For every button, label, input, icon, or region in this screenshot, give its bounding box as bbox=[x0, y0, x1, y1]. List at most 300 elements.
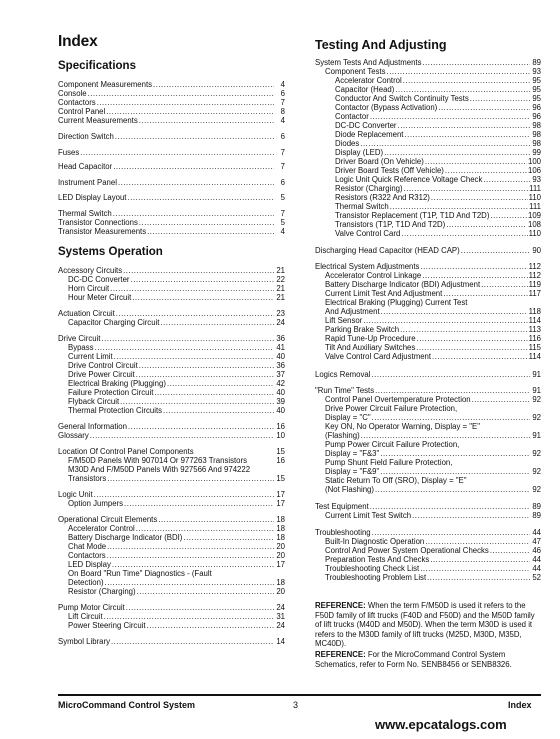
entry-label: Instrument Panel bbox=[58, 178, 117, 187]
index-entry bbox=[315, 334, 541, 343]
dot-leader bbox=[416, 343, 527, 352]
entry-page-number: 111 bbox=[529, 184, 541, 193]
entry-label: DC-DC Converter bbox=[68, 275, 130, 284]
entry-label: Contactor (Bypass Activation) bbox=[335, 103, 438, 112]
entry-label: Valve Control Card bbox=[335, 229, 401, 238]
index-entry bbox=[315, 413, 541, 422]
index-entry bbox=[315, 184, 541, 193]
entry-page-number: 41 bbox=[276, 343, 285, 352]
entry-page-number: 111 bbox=[529, 202, 541, 211]
index-entry bbox=[58, 490, 285, 499]
entry-label: Current Limit Test Switch bbox=[325, 511, 412, 520]
entry-page-number: 10 bbox=[276, 431, 285, 440]
entry-label: Electrical Braking (Plugging) Current Test bbox=[325, 298, 468, 307]
entry-page-number: 24 bbox=[276, 318, 285, 327]
entry-label: Diodes bbox=[335, 139, 360, 148]
entry-page-number: 91 bbox=[532, 386, 541, 395]
reference-text: For the MicroCommand Control System Schematics, refer to Form No. SENB8456 or SENB8326. bbox=[315, 650, 512, 669]
index-entry bbox=[58, 284, 285, 293]
entry-label: Control And Power System Operational Checks bbox=[325, 546, 489, 555]
dot-leader bbox=[431, 193, 528, 202]
entry-page-number bbox=[275, 465, 285, 474]
index-entry bbox=[315, 76, 541, 85]
index-entry bbox=[58, 107, 285, 116]
entry-page-number: 119 bbox=[528, 280, 541, 289]
entry-label: Display = "C" bbox=[325, 413, 371, 422]
index-entry bbox=[315, 166, 541, 175]
index-entry bbox=[58, 361, 285, 370]
entry-page-number: 92 bbox=[532, 485, 541, 494]
entry-page-number: 4 bbox=[280, 80, 285, 89]
entry-page-number: 93 bbox=[532, 175, 541, 184]
entry-label: Logic Unit bbox=[58, 490, 93, 499]
watermark-text: www.epcatalogs.com bbox=[375, 717, 507, 732]
index-entry bbox=[58, 193, 285, 202]
entry-label: Chat Mode bbox=[68, 542, 107, 551]
index-entry bbox=[315, 307, 541, 316]
entry-page-number: 42 bbox=[276, 379, 285, 388]
index-entry bbox=[315, 229, 541, 238]
index-entry bbox=[58, 542, 285, 551]
index-entry bbox=[315, 112, 541, 121]
index-entry bbox=[58, 551, 285, 560]
entry-label: Current Limit bbox=[68, 352, 113, 361]
entry-label: Accelerator Control Linkage bbox=[325, 271, 422, 280]
index-entry bbox=[58, 218, 285, 227]
dot-leader bbox=[80, 148, 274, 157]
entry-label: Thermal Switch bbox=[335, 202, 389, 211]
entry-page-number: 23 bbox=[276, 309, 285, 318]
dot-leader bbox=[213, 569, 274, 578]
entry-page-number: 18 bbox=[276, 578, 285, 587]
dot-leader bbox=[118, 178, 274, 187]
entry-page-number: 46 bbox=[532, 546, 541, 555]
dot-leader bbox=[468, 476, 530, 485]
dot-leader bbox=[101, 334, 274, 343]
index-entry bbox=[58, 578, 285, 587]
entry-page-number: 113 bbox=[528, 325, 541, 334]
entry-label: Thermal Protection Circuits bbox=[68, 406, 163, 415]
entry-label: Fuses bbox=[58, 148, 80, 157]
entry-page-number: 7 bbox=[280, 98, 285, 107]
index-entry bbox=[315, 130, 541, 139]
page-title: Index bbox=[58, 33, 98, 50]
reference-label: REFERENCE: bbox=[315, 601, 366, 610]
entry-page-number: 6 bbox=[280, 132, 285, 141]
dot-leader bbox=[470, 94, 530, 103]
entry-label: Thermal Switch bbox=[58, 209, 112, 218]
entry-page-number: 110 bbox=[528, 193, 541, 202]
dot-leader bbox=[446, 220, 527, 229]
footer-divider bbox=[58, 694, 541, 696]
dot-leader bbox=[401, 229, 527, 238]
testing-adjusting-heading: Testing And Adjusting bbox=[315, 38, 447, 52]
entry-page-number: 95 bbox=[532, 94, 541, 103]
entry-label: Transistors (T1P, T1D And T2D) bbox=[335, 220, 446, 229]
entry-page-number bbox=[531, 422, 541, 431]
entry-label: Troubleshooting bbox=[315, 528, 371, 537]
dot-leader bbox=[131, 275, 274, 284]
dot-leader bbox=[94, 490, 274, 499]
dot-leader bbox=[432, 352, 528, 361]
index-entry bbox=[315, 148, 541, 157]
entry-page-number: 14 bbox=[276, 637, 285, 646]
dot-leader bbox=[110, 284, 274, 293]
dot-leader bbox=[139, 218, 274, 227]
entry-label: Drive Power Circuit bbox=[68, 370, 135, 379]
entry-label: Built-In Diagnostic Operation bbox=[325, 537, 425, 546]
entry-label: Discharging Head Capacitor (HEAD CAP) bbox=[315, 246, 460, 255]
entry-label: Drive Control Circuit bbox=[68, 361, 138, 370]
dot-leader bbox=[417, 334, 528, 343]
entry-label: Drive Circuit bbox=[58, 334, 101, 343]
entry-label: And Adjustment bbox=[325, 307, 380, 316]
index-entry bbox=[315, 502, 541, 511]
reference-text: When the term F/M50D is used it refers to the F50D family of lift trucks (F40D and F50D) and the M50D family of lift trucks (M40D and M50D). When the term M30D is used it refers to the M30D family of lift trucks (M25D, M30D, M35D, MC40D). bbox=[315, 601, 535, 648]
dot-leader bbox=[422, 271, 527, 280]
dot-leader bbox=[112, 560, 274, 569]
entry-page-number: 52 bbox=[532, 573, 541, 582]
entry-label: Option Jumpers bbox=[68, 499, 124, 508]
entry-label: Battery Discharge Indicator (BDI) Adjustment bbox=[325, 280, 481, 289]
entry-page-number: 31 bbox=[276, 612, 285, 621]
dot-leader bbox=[438, 103, 530, 112]
dot-leader bbox=[490, 211, 527, 220]
index-entry bbox=[58, 343, 285, 352]
dot-leader bbox=[116, 309, 274, 318]
index-entry bbox=[315, 352, 541, 361]
entry-page-number: 5 bbox=[280, 218, 285, 227]
dot-leader bbox=[90, 431, 274, 440]
index-entry bbox=[315, 404, 541, 413]
dot-leader bbox=[104, 612, 274, 621]
entry-page-number: 8 bbox=[280, 107, 285, 116]
entry-page-number: 40 bbox=[276, 388, 285, 397]
index-entry bbox=[58, 587, 285, 596]
dot-leader bbox=[105, 578, 274, 587]
dot-leader bbox=[128, 422, 274, 431]
index-entry bbox=[58, 422, 285, 431]
dot-leader bbox=[120, 397, 274, 406]
dot-leader bbox=[111, 637, 274, 646]
dot-leader bbox=[420, 564, 530, 573]
index-entry bbox=[315, 546, 541, 555]
index-entry bbox=[315, 289, 541, 298]
dot-leader bbox=[400, 325, 527, 334]
entry-page-number: 40 bbox=[276, 352, 285, 361]
index-entry bbox=[315, 431, 541, 440]
entry-label: Display (LED) bbox=[335, 148, 384, 157]
index-entry bbox=[58, 148, 285, 157]
entry-page-number: 17 bbox=[276, 560, 285, 569]
entry-label: (Flashing) bbox=[325, 431, 360, 440]
entry-label: Glossary bbox=[58, 431, 89, 440]
entry-page-number: 21 bbox=[276, 293, 285, 302]
dot-leader bbox=[97, 98, 274, 107]
dot-leader bbox=[160, 318, 274, 327]
dot-leader bbox=[113, 209, 274, 218]
index-entry bbox=[58, 98, 285, 107]
dot-leader bbox=[147, 621, 274, 630]
dot-leader bbox=[370, 502, 530, 511]
entry-page-number: 93 bbox=[532, 67, 541, 76]
dot-leader bbox=[139, 116, 274, 125]
index-entry bbox=[315, 458, 541, 467]
entry-label: M30D And F/M50D Panels With 927566 And 974222 bbox=[68, 465, 251, 474]
entry-label: Direction Switch bbox=[58, 132, 114, 141]
entry-label: LED Display Layout bbox=[58, 193, 127, 202]
entry-label: Accessory Circuits bbox=[58, 266, 123, 275]
entry-label: Test Equipment bbox=[315, 502, 369, 511]
entry-label: Transistor Measurements bbox=[58, 227, 147, 236]
entry-label: Rapid Tune-Up Procedure bbox=[325, 334, 416, 343]
index-entry bbox=[315, 564, 541, 573]
entry-page-number: 99 bbox=[532, 148, 541, 157]
entry-label: Console bbox=[58, 89, 87, 98]
index-entry bbox=[58, 474, 285, 483]
entry-label: Troubleshooting Check List bbox=[325, 564, 420, 573]
entry-page-number: 106 bbox=[527, 166, 541, 175]
dot-leader bbox=[139, 361, 274, 370]
dot-leader bbox=[127, 193, 274, 202]
dot-leader bbox=[380, 467, 530, 476]
index-entry bbox=[58, 209, 285, 218]
dot-leader bbox=[458, 404, 530, 413]
reference-label: REFERENCE: bbox=[315, 650, 366, 659]
index-entry bbox=[315, 485, 541, 494]
entry-label: Actuation Circuit bbox=[58, 309, 115, 318]
entry-page-number bbox=[531, 458, 541, 467]
index-entry bbox=[58, 524, 285, 533]
footer-title: MicroCommand Control System bbox=[58, 700, 196, 710]
entry-label: (Not Flashing) bbox=[325, 485, 374, 494]
dot-leader bbox=[427, 573, 530, 582]
index-entry bbox=[58, 397, 285, 406]
entry-page-number: 95 bbox=[532, 76, 541, 85]
index-entry bbox=[315, 555, 541, 564]
index-entry bbox=[315, 211, 541, 220]
index-entry bbox=[58, 621, 285, 630]
dot-leader bbox=[95, 343, 274, 352]
dot-leader bbox=[461, 246, 530, 255]
index-entry bbox=[315, 476, 541, 485]
dot-leader bbox=[445, 166, 527, 175]
dot-leader bbox=[88, 89, 274, 98]
entry-label: Capacitor (Head) bbox=[335, 85, 395, 94]
index-entry bbox=[58, 116, 285, 125]
index-entry bbox=[58, 132, 285, 141]
index-entry bbox=[315, 94, 541, 103]
index-entry bbox=[58, 533, 285, 542]
dot-leader bbox=[422, 58, 530, 67]
dot-leader bbox=[106, 107, 274, 116]
entry-label: Driver Board Tests (Off Vehicle) bbox=[335, 166, 444, 175]
dot-leader bbox=[403, 76, 530, 85]
dot-leader bbox=[136, 524, 274, 533]
entry-label: Contactor bbox=[335, 112, 369, 121]
entry-page-number: 17 bbox=[276, 499, 285, 508]
entry-label: Resistor (Charging) bbox=[68, 587, 136, 596]
dot-leader bbox=[124, 499, 274, 508]
entry-page-number: 95 bbox=[532, 85, 541, 94]
entry-page-number: 92 bbox=[532, 467, 541, 476]
dot-leader bbox=[460, 440, 530, 449]
index-entry bbox=[58, 406, 285, 415]
dot-leader bbox=[370, 112, 530, 121]
index-entry bbox=[58, 227, 285, 236]
entry-page-number: 21 bbox=[276, 284, 285, 293]
entry-label: Flyback Circuit bbox=[68, 397, 120, 406]
entry-label: Horn Circuit bbox=[68, 284, 110, 293]
index-entry bbox=[58, 293, 285, 302]
dot-leader bbox=[430, 555, 530, 564]
index-entry bbox=[58, 569, 285, 578]
dot-leader bbox=[115, 132, 274, 141]
index-entry bbox=[58, 447, 285, 456]
entry-label: LED Display bbox=[68, 560, 111, 569]
entry-page-number: 91 bbox=[532, 370, 541, 379]
index-entry bbox=[58, 309, 285, 318]
entry-label: Logics Removal bbox=[315, 370, 371, 379]
entry-page-number: 20 bbox=[276, 551, 285, 560]
entry-page-number: 44 bbox=[532, 528, 541, 537]
entry-page-number: 98 bbox=[532, 139, 541, 148]
entry-label: Static Return To Off (SRO), Display = "E" bbox=[325, 476, 467, 485]
index-entry bbox=[58, 431, 285, 440]
dot-leader bbox=[137, 587, 274, 596]
index-entry bbox=[58, 352, 285, 361]
entry-label: Lift Sensor bbox=[325, 316, 363, 325]
entry-page-number: 98 bbox=[532, 130, 541, 139]
entry-label: Transistor Connections bbox=[58, 218, 138, 227]
index-entry bbox=[315, 193, 541, 202]
dot-leader bbox=[390, 202, 528, 211]
entry-label: Operational Circuit Elements bbox=[58, 515, 158, 524]
index-entry bbox=[315, 537, 541, 546]
entry-page-number: 6 bbox=[280, 89, 285, 98]
index-entry bbox=[58, 515, 285, 524]
entry-page-number: 4 bbox=[280, 116, 285, 125]
entry-page-number: 21 bbox=[276, 266, 285, 275]
index-entry bbox=[315, 370, 541, 379]
dot-leader bbox=[483, 175, 530, 184]
index-entry bbox=[315, 157, 541, 166]
entry-label: Transistors bbox=[68, 474, 107, 483]
index-entry bbox=[315, 528, 541, 537]
entry-page-number: 114 bbox=[528, 352, 541, 361]
index-entry bbox=[315, 440, 541, 449]
entry-label: Accelerator Control bbox=[68, 524, 135, 533]
entry-page-number: 109 bbox=[527, 211, 541, 220]
entry-page-number: 110 bbox=[528, 229, 541, 238]
entry-page-number: 96 bbox=[532, 112, 541, 121]
entry-page-number: 39 bbox=[276, 397, 285, 406]
index-entry bbox=[315, 103, 541, 112]
entry-page-number bbox=[531, 298, 541, 307]
entry-page-number: 92 bbox=[532, 449, 541, 458]
dot-leader bbox=[363, 316, 527, 325]
entry-label: Display = "F&9" bbox=[325, 467, 380, 476]
entry-page-number: 7 bbox=[280, 162, 285, 171]
dot-leader bbox=[114, 352, 274, 361]
specifications-heading: Specifications bbox=[58, 60, 136, 72]
entry-label: Transistor Replacement (T1P, T1D And T2D) bbox=[335, 211, 490, 220]
entry-label: Electrical Braking (Plugging) bbox=[68, 379, 166, 388]
entry-label: Preparation Tests And Checks bbox=[325, 555, 430, 564]
entry-label: Display = "F&3" bbox=[325, 449, 380, 458]
dot-leader bbox=[360, 139, 530, 148]
entry-label: Current Measurements bbox=[58, 116, 138, 125]
dot-leader bbox=[154, 388, 274, 397]
dot-leader bbox=[481, 422, 530, 431]
entry-label: Contactors bbox=[58, 98, 96, 107]
index-entry bbox=[315, 139, 541, 148]
index-entry bbox=[58, 379, 285, 388]
index-entry bbox=[315, 343, 541, 352]
entry-page-number: 92 bbox=[532, 413, 541, 422]
dot-leader bbox=[107, 551, 274, 560]
entry-page-number: 22 bbox=[276, 275, 285, 284]
entry-page-number bbox=[275, 569, 285, 578]
entry-label: Valve Control Card Adjustment bbox=[325, 352, 432, 361]
entry-page-number: 24 bbox=[276, 603, 285, 612]
entry-page-number: 15 bbox=[276, 474, 285, 483]
dot-leader bbox=[251, 465, 274, 474]
entry-page-number: 90 bbox=[532, 246, 541, 255]
dot-leader bbox=[107, 542, 274, 551]
entry-label: Pump Power Circuit Failure Protection, bbox=[325, 440, 460, 449]
entry-label: Bypass bbox=[68, 343, 94, 352]
index-entry bbox=[315, 262, 541, 271]
index-entry bbox=[58, 560, 285, 569]
systems-operation-heading: Systems Operation bbox=[58, 246, 163, 258]
dot-leader bbox=[361, 431, 530, 440]
dot-leader bbox=[126, 603, 274, 612]
entry-page-number: 47 bbox=[532, 537, 541, 546]
entry-page-number: 44 bbox=[532, 564, 541, 573]
index-entry bbox=[58, 465, 285, 474]
entry-page-number: 37 bbox=[276, 370, 285, 379]
index-entry bbox=[315, 316, 541, 325]
dot-leader bbox=[123, 266, 274, 275]
dot-leader bbox=[425, 537, 530, 546]
dot-leader bbox=[425, 157, 527, 166]
entry-label: Tilt And Auxiliary Switches bbox=[325, 343, 416, 352]
entry-label: General Information bbox=[58, 422, 127, 431]
entry-label: Power Steering Circuit bbox=[68, 621, 146, 630]
entry-label: Failure Protection Circuit bbox=[68, 388, 154, 397]
entry-label: Capacitor Charging Circuit bbox=[68, 318, 160, 327]
entry-label: Logic Unit Quick Reference Voltage Check bbox=[335, 175, 483, 184]
dot-leader bbox=[420, 262, 527, 271]
index-entry bbox=[315, 467, 541, 476]
entry-page-number: 15 bbox=[276, 447, 285, 456]
dot-leader bbox=[381, 307, 528, 316]
dot-leader bbox=[183, 533, 274, 542]
index-entry bbox=[315, 121, 541, 130]
entry-label: Resistor (Charging) bbox=[335, 184, 403, 193]
entry-page-number: 89 bbox=[532, 502, 541, 511]
entry-page-number: 36 bbox=[276, 361, 285, 370]
entry-page-number: 4 bbox=[280, 227, 285, 236]
dot-leader bbox=[372, 528, 530, 537]
entry-page-number: 44 bbox=[532, 555, 541, 564]
index-entry bbox=[315, 202, 541, 211]
index-entry bbox=[58, 275, 285, 284]
index-entry bbox=[315, 220, 541, 229]
index-entry bbox=[315, 58, 541, 67]
entry-page-number bbox=[531, 440, 541, 449]
